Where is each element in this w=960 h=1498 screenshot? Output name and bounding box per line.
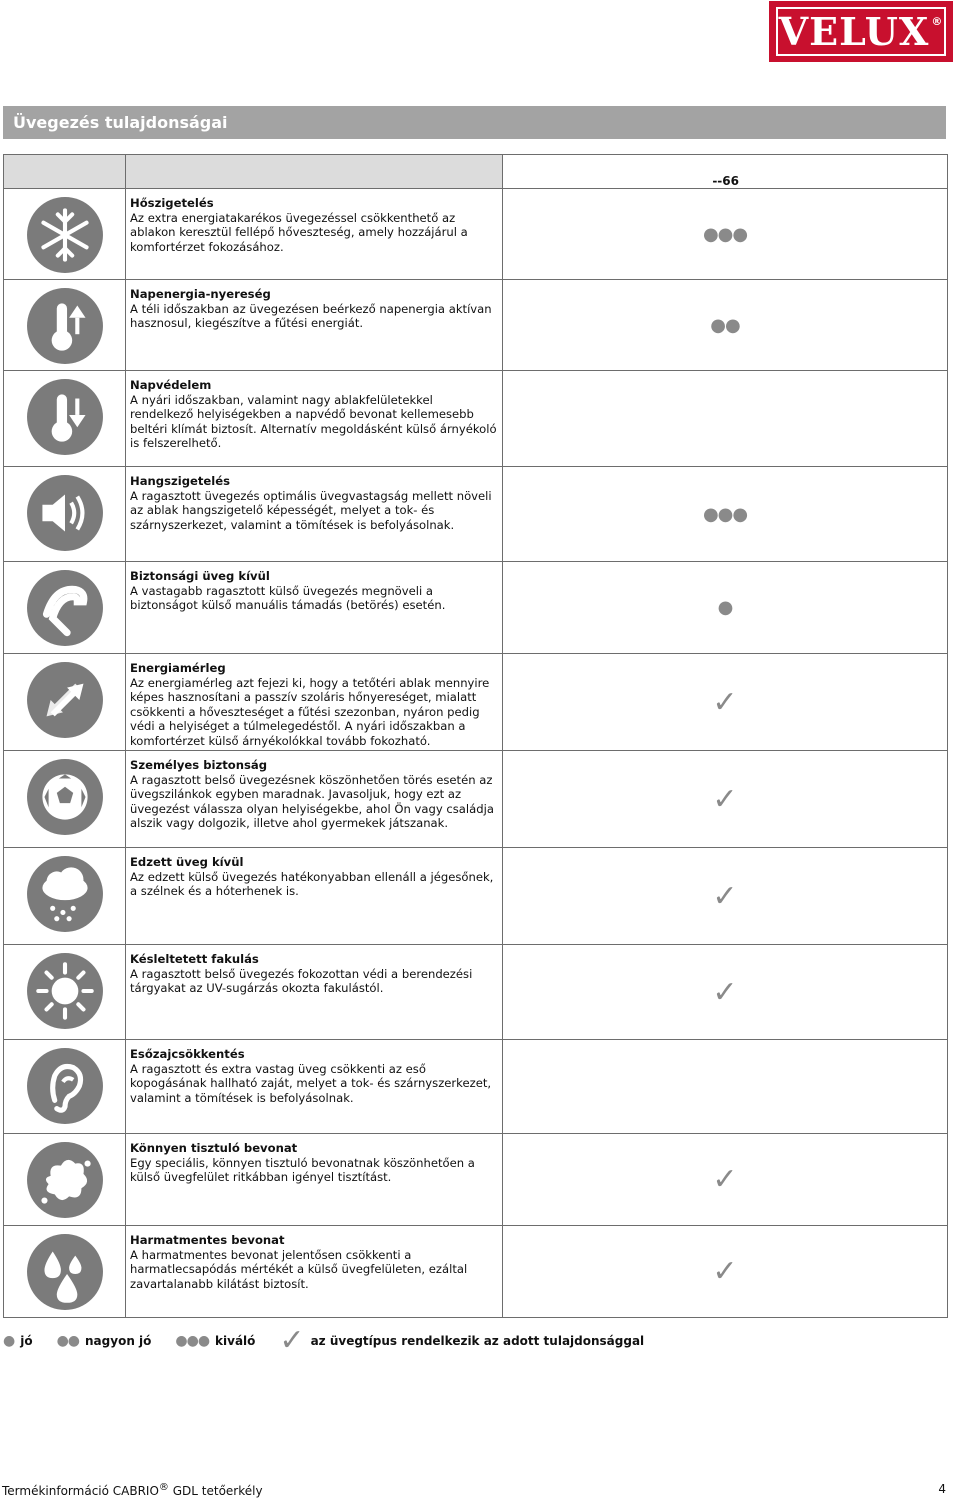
property-text: A ragasztott belső üvegezésnek köszönhetően törés esetén az üvegszilánkok egyben maradnak. Javasoljuk, hogy ezt az üvegezést válassza olyan helyiségekbe, ahol Ön vagy családja alszik vagy dolgozik, illetve ahol gyermekek játszanak. — [130, 772, 494, 830]
property-title: Hőszigetelés — [130, 196, 214, 210]
properties-table — [3, 154, 948, 1318]
rating-cell — [503, 1040, 948, 1134]
rating-dots: ●●● — [702, 503, 748, 525]
icon-cell — [4, 751, 126, 848]
property-text: Az energiamérleg azt fejezi ki, hogy a tetőtéri ablak mennyire képes hasznosítani a passzív szoláris hőnyereséget, mialatt csökkenti a hőveszteséget a fűtési szezonban, nyáron pedig védi a helyiséget a túlmelegedéstől. A nyári időszakban a komfortérzet külső árnyékolókkal tovább fokozható. — [130, 675, 490, 748]
check-mark-icon: ✓ — [712, 781, 738, 817]
table-row — [4, 562, 948, 654]
icon-cell — [4, 562, 126, 654]
icon-cell — [4, 1040, 126, 1134]
legend-very-good-label: nagyon jó — [85, 1333, 152, 1348]
thermometer-down-icon — [26, 378, 104, 456]
rating-cell — [503, 1226, 948, 1318]
header-cell-icon — [4, 155, 126, 189]
rating-cell — [503, 945, 948, 1040]
property-title: Biztonsági üveg kívül — [130, 569, 270, 583]
description-cell — [126, 751, 503, 848]
property-text: Az edzett külső üvegezés hatékonyabban ellenáll a jégesőnek, a szélnek és a hóterhenek is. — [130, 869, 494, 898]
property-title: Edzett üveg kívül — [130, 855, 244, 869]
property-title: Napenergia-nyereség — [130, 287, 271, 301]
column-header-66: --66 — [503, 155, 948, 189]
rating-cell — [503, 467, 948, 562]
description-cell — [126, 1040, 503, 1134]
table-row — [4, 371, 948, 467]
rating-cell — [503, 1134, 948, 1226]
description-cell — [126, 467, 503, 562]
table-row — [4, 848, 948, 945]
property-title: Hangszigetelés — [130, 474, 231, 488]
splash-icon — [26, 1141, 104, 1219]
check-mark-icon: ✓ — [712, 974, 738, 1010]
rating-dots: ●● — [710, 314, 740, 336]
rating-cell — [503, 562, 948, 654]
property-text: A ragasztott és extra vastag üveg csökkenti az eső kopogásának hallható zaját, melyet a tok- és szárnyszerkezet, valamint a tömítések is befolyásolnak. — [130, 1061, 492, 1105]
footer-product-prefix: Termékinformáció CABRIO — [2, 1484, 159, 1498]
property-title: Energiamérleg — [130, 661, 226, 675]
rating-cell — [503, 848, 948, 945]
rating-cell — [503, 654, 948, 751]
section-title: Üvegezés tulajdonságai — [3, 106, 946, 139]
icon-cell — [4, 1226, 126, 1318]
thermometer-up-icon — [26, 287, 104, 365]
description-cell — [126, 371, 503, 467]
legend-has — [279, 1323, 644, 1358]
description-cell — [126, 562, 503, 654]
property-title: Harmatmentes bevonat — [130, 1233, 285, 1247]
property-text: Az extra energiatakarékos üvegezéssel csökkenthető az ablakon keresztül fellépő hőveszteség, amely hozzájárul a komfortérzet fokozásához. — [130, 210, 468, 254]
legend-excellent-label: kiváló — [215, 1333, 256, 1348]
icon-cell — [4, 848, 126, 945]
logo-registered-mark: ® — [931, 15, 944, 28]
legend-dot-3: ●●● — [175, 1332, 210, 1349]
description-cell — [126, 1226, 503, 1318]
property-title: Könnyen tisztuló bevonat — [130, 1141, 298, 1155]
sun-icon — [26, 952, 104, 1030]
icon-cell — [4, 945, 126, 1040]
icon-cell — [4, 467, 126, 562]
legend-dot-1: ● — [3, 1332, 15, 1349]
hail-cloud-icon — [26, 855, 104, 933]
header-cell-description — [126, 155, 503, 189]
description-cell — [126, 189, 503, 280]
property-title: Késleltetett fakulás — [130, 952, 259, 966]
rating-dots: ● — [717, 597, 733, 618]
description-cell — [126, 945, 503, 1040]
description-cell — [126, 1134, 503, 1226]
table-row — [4, 1226, 948, 1318]
description-cell — [126, 848, 503, 945]
property-text: Egy speciális, könnyen tisztuló bevonatnak köszönhetően a külső üvegfelület ritkábban igényel tisztítást. — [130, 1155, 475, 1184]
property-text: A ragasztott belső üvegezés fokozottan védi a berendezési tárgyakat az UV-sugárzás okozta fakulástól. — [130, 966, 473, 995]
energy-arrows-icon — [26, 661, 104, 739]
legend — [3, 1323, 668, 1358]
rating-cell — [503, 189, 948, 280]
table-row — [4, 1134, 948, 1226]
icon-cell — [4, 371, 126, 467]
rating-cell — [503, 371, 948, 467]
page-number: 4 — [938, 1482, 946, 1496]
table-row — [4, 467, 948, 562]
football-icon — [26, 758, 104, 836]
property-text: A téli időszakban az üvegezésen beérkező napenergia aktívan hasznosul, kiegészítve a fűtési energiát. — [130, 301, 492, 330]
speaker-icon — [26, 474, 104, 552]
rating-cell — [503, 280, 948, 371]
footer-product-suffix: GDL tetőerkély — [168, 1484, 263, 1498]
table-row — [4, 654, 948, 751]
table-row — [4, 1040, 948, 1134]
legend-good-label: jó — [20, 1333, 33, 1348]
table-row — [4, 189, 948, 280]
check-mark-icon: ✓ — [712, 1254, 738, 1289]
table-row — [4, 751, 948, 848]
property-title: Napvédelem — [130, 378, 212, 392]
property-text: A nyári időszakban, valamint nagy ablakfelületekkel rendelkező helyiségekben a napvédő bevonat kellemesebb beltéri klímát biztosít. Alternatív megoldásként külső árnyékoló is felszerelhető. — [130, 392, 497, 450]
check-mark-icon: ✓ — [712, 878, 738, 914]
legend-very-good — [57, 1333, 152, 1349]
property-title: Esőzajcsökkentés — [130, 1047, 245, 1061]
footer-product — [2, 1482, 263, 1498]
legend-check-icon: ✓ — [279, 1323, 305, 1358]
check-mark-icon: ✓ — [712, 684, 738, 720]
rating-cell — [503, 751, 948, 848]
logo-text: VELUX — [778, 9, 930, 54]
property-text: A harmatmentes bevonat jelentősen csökkenti a harmatlecsapódás mértékét a külső üvegfelületen, ezáltal zavartalanabb kilátást biztosít. — [130, 1247, 468, 1291]
table-row — [4, 280, 948, 371]
ear-icon — [26, 1047, 104, 1125]
property-text: A vastagabb ragasztott külső üvegezés megnöveli a biztonságot külső manuális támadás (betörés) esetén. — [130, 583, 446, 612]
table-row — [4, 945, 948, 1040]
table-header-row — [4, 155, 948, 189]
snowflake-icon — [26, 196, 104, 274]
velux-logo — [769, 1, 953, 62]
footer-registered-mark: ® — [158, 1482, 169, 1493]
rating-dots: ●●● — [702, 223, 748, 245]
legend-has-label: az üvegtípus rendelkezik az adott tulajdonsággal — [310, 1333, 645, 1348]
legend-excellent — [175, 1333, 255, 1349]
check-mark-icon: ✓ — [712, 1162, 738, 1197]
icon-cell — [4, 654, 126, 751]
icon-cell — [4, 280, 126, 371]
description-cell — [126, 654, 503, 751]
crowbar-icon — [26, 569, 104, 647]
droplets-icon — [26, 1233, 104, 1311]
property-text: A ragasztott üvegezés optimális üvegvastagság mellett növeli az ablak hangszigetelő képességét, melyet a tok- és szárnyszerkezet, valamint a tömítések is befolyásolnak. — [130, 488, 492, 532]
icon-cell — [4, 189, 126, 280]
property-title: Személyes biztonság — [130, 758, 268, 772]
legend-dot-2: ●● — [56, 1332, 80, 1349]
icon-cell — [4, 1134, 126, 1226]
legend-good — [3, 1333, 33, 1349]
description-cell — [126, 280, 503, 371]
